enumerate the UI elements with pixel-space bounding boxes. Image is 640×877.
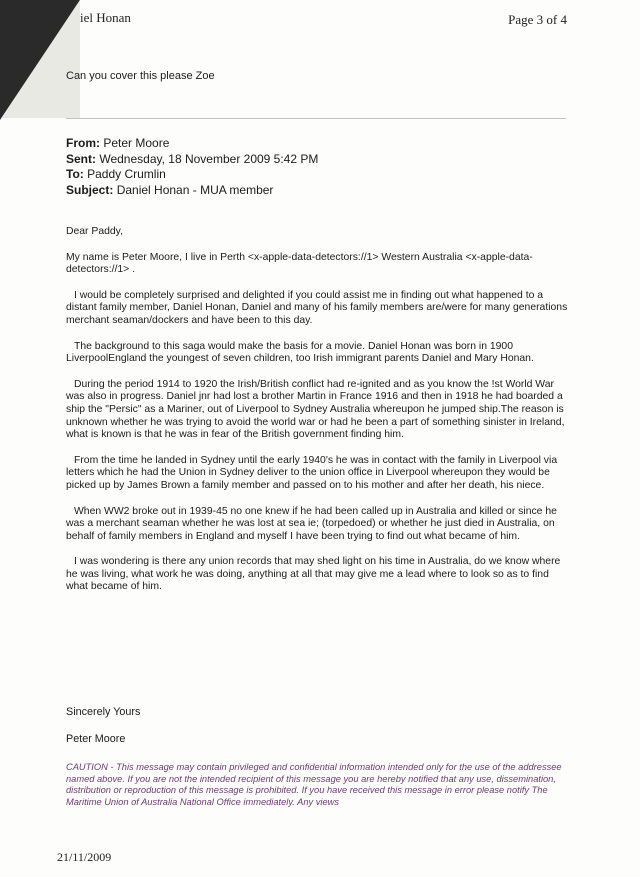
print-date: 21/11/2009: [57, 850, 112, 864]
from-label: From:: [66, 136, 100, 150]
subject-label: Subject:: [66, 182, 114, 197]
signoff: Sincerely Yours: [66, 706, 141, 718]
email-headers: [66, 136, 318, 198]
greeting: Dear Paddy,: [66, 226, 123, 237]
to-label: To:: [66, 167, 84, 181]
body-paragraph-5: From the time he landed in Sydney until the early 1940's he was in contact with the family in Liverpool via letters which he had the Union in Sydney deliver to the union office in Liverpool whereupon they would be picked up by James Brown a family member and passed on to his mother and after her death, his niece.: [66, 454, 558, 491]
divider: [66, 118, 566, 119]
body-paragraph-2: I would be completely surprised and delighted if you could assist me in finding out what happened to a distant family member, Daniel Honan, Daniel and many of his family members are/were for many generations merchant seaman/dockers and have been to this day.: [66, 289, 568, 326]
sent-line: [66, 152, 318, 168]
email-body: [66, 226, 572, 607]
sent-value: Wednesday, 18 November 2009 5:42 PM: [99, 151, 319, 166]
body-paragraph-7: I was wondering is there any union records that may shed light on his time in Australia, do we know where he was living, what work he was doing, anything at all that may give me a lead where to look so as to find what became of him.: [66, 556, 561, 593]
sent-label: Sent:: [66, 151, 96, 166]
body-paragraph-6: When WW2 broke out in 1939-45 no one knew if he had been called up in Australia and killed or since he was a merchant seaman whether he was lost at sea ie; (torpedoed) or whether he just died in Australia, on behalf of family members in England and myself I have been trying to find out what became of him.: [66, 505, 557, 542]
to-value: Paddy Crumlin: [87, 167, 166, 181]
folded-corner-flap: [2, 0, 80, 118]
signature: Peter Moore: [66, 733, 126, 745]
body-paragraph-1: My name is Peter Moore, I live in Perth <x-apple-data-detectors://1> Western Australia <x-apple-data-detectors://1> .: [66, 251, 533, 276]
header-name: iel Honan: [80, 10, 131, 25]
subject-value: Daniel Honan - MUA member: [116, 182, 274, 197]
forward-note: Can you cover this please Zoe: [66, 70, 215, 82]
to-line: [66, 167, 318, 183]
body-paragraph-4: During the period 1914 to 1920 the Irish/British conflict had re-ignited and as you know the !st World War was also in progress. Daniel jnr had lost a brother Martin in France 1916 and then in 1918 he had boarded a ship the "Persic" as a Mariner, out of Liverpool to Sydney Australia whereupon he jumped ship.The reason is unknown whether he was trying to avoid the world war or had he been a part of something sinister in Ireland, what is known is that he was in fear of the British government finding him.: [66, 378, 565, 441]
body-paragraph-3: The background to this saga would make the basis for a movie. Daniel Honan was born in 1900 LiverpoolEngland the youngest of seven children, too Irish immigrant parents Daniel and Mary Honan.: [66, 340, 534, 365]
page-number: Page 3 of 4: [508, 12, 567, 27]
from-line: [66, 136, 318, 152]
from-value: Peter Moore: [103, 136, 170, 150]
caution-notice: CAUTION - This message may contain privileged and confidential information intended only for the use of the addressee named above. If you are not the intended recipient of this message you are hereby notified that any use, dissemination, distribution or reproduction of this message is prohibited. If you have received this message in error please notify The Maritime Union of Australia National Office immediately. Any views: [66, 762, 562, 807]
subject-line: [66, 183, 318, 199]
